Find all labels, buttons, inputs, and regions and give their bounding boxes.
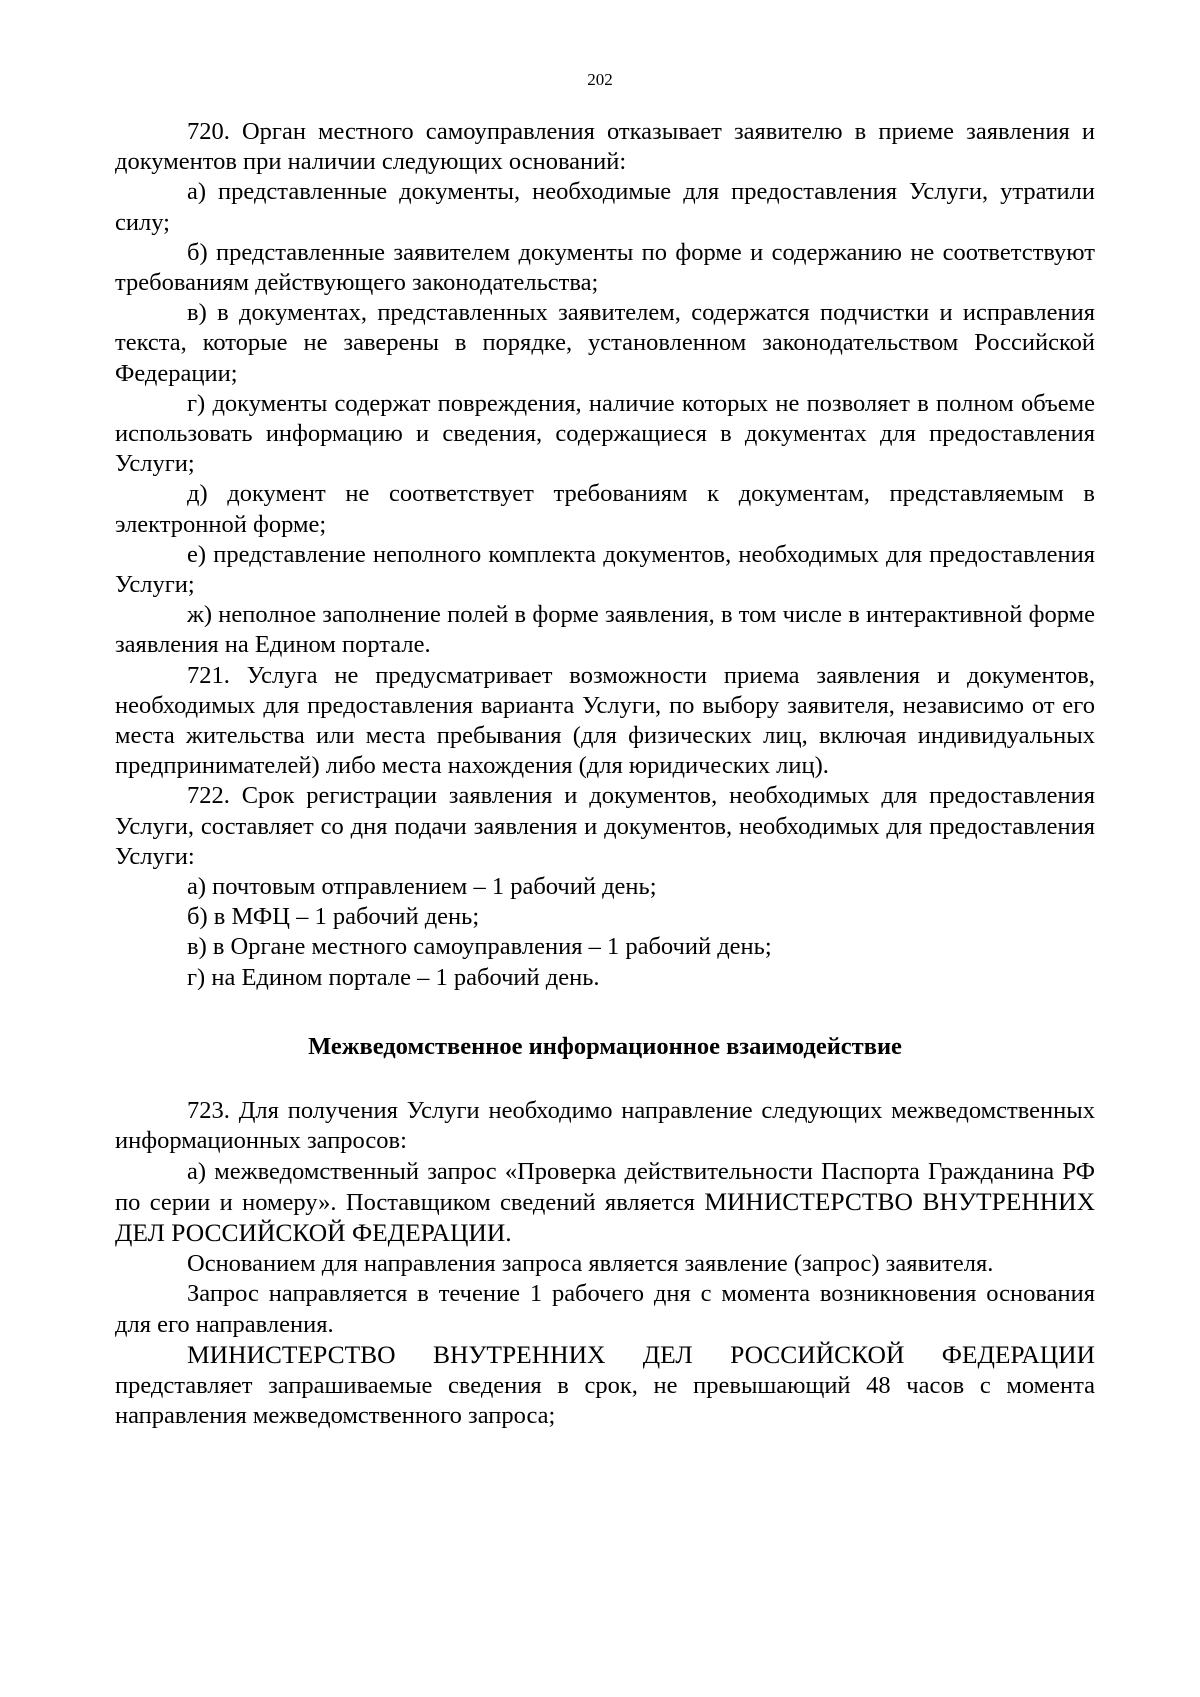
paragraph-basis: Основанием для направления запроса является заявление (запрос) заявителя.	[187, 1250, 994, 1278]
ministry-name: МИНИСТЕРСТВО ВНУТРЕННИХ ДЕЛ РОССИЙСКОЙ ФЕДЕРАЦИИ	[187, 1339, 1095, 1369]
list-item: е) представление неполного комплекта документов, необходимых для предоставления Услуги;	[115, 540, 1095, 599]
list-item: в) в Органе местного самоуправления – 1 рабочий день;	[187, 933, 772, 961]
paragraph-720: 720. Орган местного самоуправления отказывает заявителю в приеме заявления и документов при наличии следующих оснований:	[115, 118, 1095, 176]
list-item: а) представленные документы, необходимые для предоставления Услуги, утратили силу;	[115, 178, 1095, 236]
paragraph-timing: Запрос направляется в течение 1 рабочего дня с момента возникновения основания для его направления.	[115, 1280, 1095, 1338]
paragraph-721: 721. Услуга не предусматривает возможности приема заявления и документов, необходимых для предоставления варианта Услуги, по выбору заявителя, независимо от его места жительства или места пребывания (для физических лиц, включая индивидуальных предпринимателей) либо места нахождения (для юридических лиц).	[115, 661, 1095, 780]
list-item: г) документы содержат повреждения, наличие которых не позволяет в полном объеме использовать информацию и сведения, содержащиеся в документах для предоставления Услуги;	[115, 389, 1095, 478]
ministry-text: представляет запрашиваемые сведения в срок, не превышающий 48 часов с момента направления межведомственного запроса;	[115, 1371, 1095, 1430]
list-item: ж) неполное заполнение полей в форме заявления, в том числе в интерактивной форме заявления на Едином портале.	[115, 601, 1095, 659]
request-text: а) межведомственный запрос «Проверка действительности Паспорта Гражданина РФ по серии и номеру». Поставщиком сведений является	[115, 1157, 1095, 1216]
ministry-name: МИНИСТЕРСТВО ВНУТРЕННИХ ДЕЛ РОССИЙСКОЙ ФЕДЕРАЦИИ.	[115, 1186, 1095, 1247]
page-number: 202	[587, 70, 613, 89]
list-item: в) в документах, представленных заявителем, содержатся подчистки и исправления текста, которые не заверены в порядке, установленном законодательством Российской Федерации;	[115, 299, 1095, 387]
paragraph-723: 723. Для получения Услуги необходимо направление следующих межведомственных информационных запросов:	[115, 1097, 1095, 1155]
list-item	[115, 1157, 1095, 1250]
document-body	[115, 117, 1095, 1431]
list-item: а) почтовым отправлением – 1 рабочий день;	[187, 873, 657, 901]
section-heading: Межведомственное информационное взаимодействие	[308, 1032, 902, 1060]
list-item: г) на Едином портале – 1 рабочий день.	[187, 963, 600, 991]
list-item: д) документ не соответствует требованиям к документам, представляемым в электронной форме;	[115, 480, 1095, 538]
paragraph-722: 722. Срок регистрации заявления и документов, необходимых для предоставления Услуги, составляет со дня подачи заявления и документов, необходимых для предоставления Услуги:	[115, 782, 1095, 870]
list-item: б) в МФЦ – 1 рабочий день;	[187, 903, 480, 931]
paragraph-ministry	[115, 1340, 1095, 1432]
list-item: б) представленные заявителем документы по форме и содержанию не соответствуют требованиям действующего законодательства;	[115, 238, 1095, 297]
